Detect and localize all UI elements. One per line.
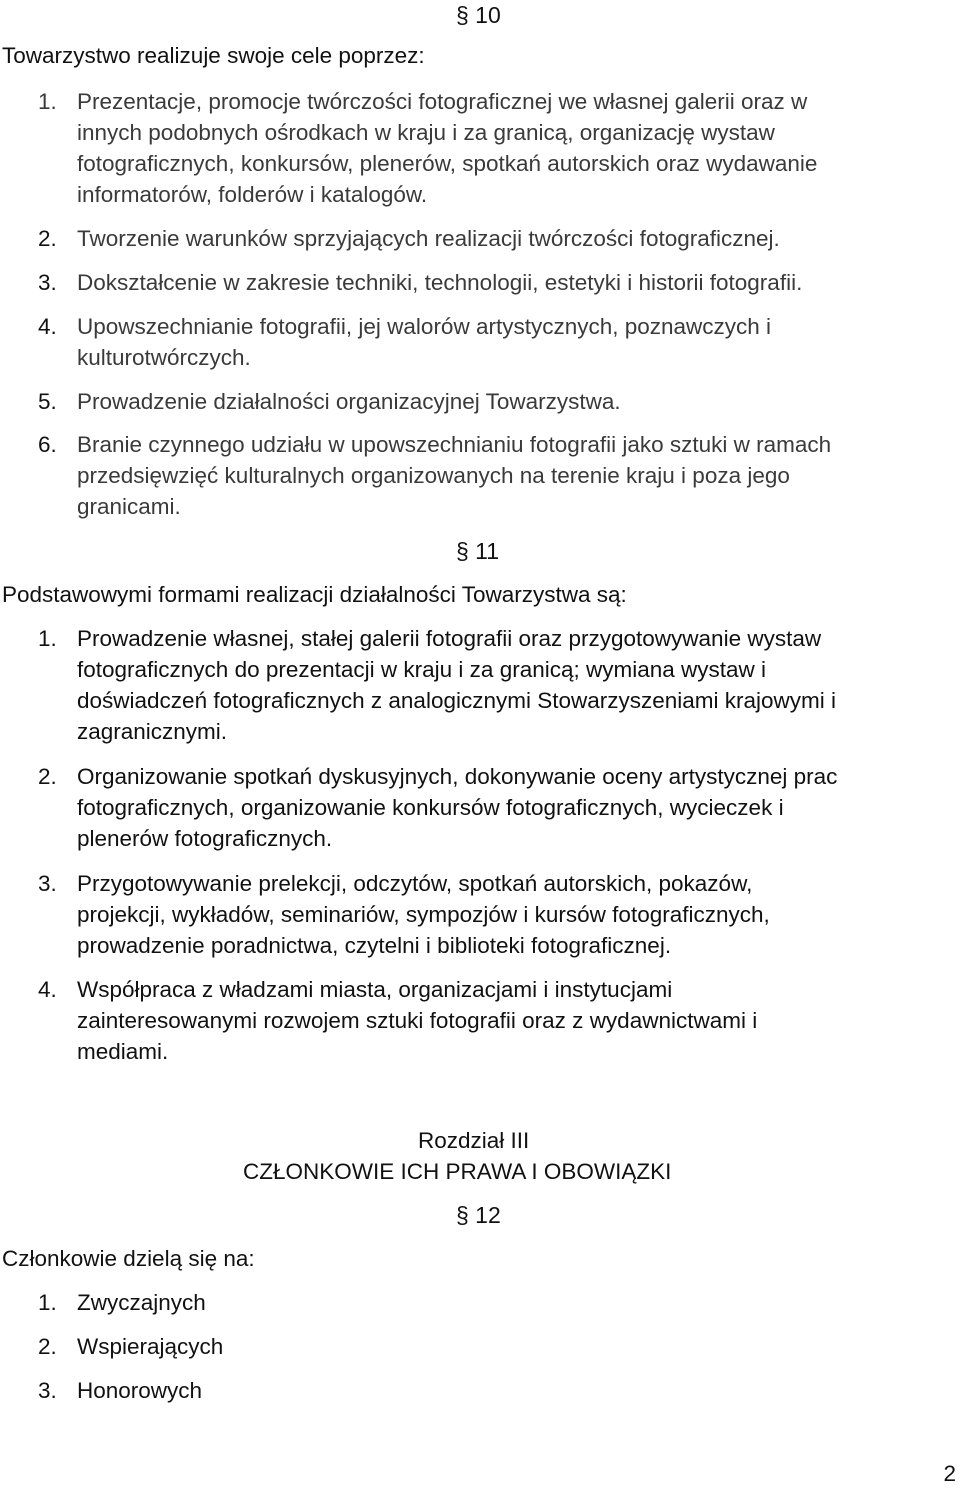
- list-item-line: mediami.: [77, 1039, 169, 1064]
- section-12-intro: Członkowie dzielą się na:: [2, 1246, 255, 1271]
- list-item-number: 1.: [38, 1290, 57, 1315]
- list-item-line: kulturotwórczych.: [77, 345, 251, 370]
- list-item-number: 6.: [38, 432, 57, 457]
- list-item-line: Prowadzenie własnej, stałej galerii fotografii oraz przygotowywanie wystaw: [77, 626, 822, 651]
- list-item-number: 2.: [38, 226, 57, 251]
- list-item-line: fotograficznych do prezentacji w kraju i za granicą; wymiana wystaw i: [77, 657, 767, 682]
- list-item-line: Dokształcenie w zakresie techniki, technologii, estetyki i historii fotografii.: [77, 270, 803, 295]
- list-item-number: 1.: [38, 626, 57, 651]
- list-item-line: fotograficznych, organizowanie konkursów fotograficznych, wycieczek i: [77, 795, 784, 820]
- list-item-line: Wspierających: [77, 1334, 224, 1359]
- list-item-line: przedsięwzięć kulturalnych organizowanych na terenie kraju i poza jego: [77, 463, 790, 488]
- page-number: 2: [943, 1461, 956, 1486]
- list-item-number: 3.: [38, 1378, 57, 1403]
- chapter-subtitle: CZŁONKOWIE ICH PRAWA I OBOWIĄZKI: [243, 1159, 672, 1184]
- list-item-line: zagranicznymi.: [77, 719, 228, 744]
- list-item-number: 2.: [38, 1334, 57, 1359]
- list-item-line: zainteresowanymi rozwojem sztuki fotografii oraz z wydawnictwami i: [77, 1008, 758, 1033]
- list-item-number: 4.: [38, 314, 57, 339]
- section-11-intro: Podstawowymi formami realizacji działalności Towarzystwa są:: [2, 582, 627, 607]
- list-item-line: Honorowych: [77, 1378, 203, 1403]
- list-item-number: 5.: [38, 389, 57, 414]
- list-item-line: Prowadzenie działalności organizacyjnej Towarzystwa.: [77, 389, 621, 414]
- section-10-mark: § 10: [456, 2, 501, 28]
- list-item-line: Współpraca z władzami miasta, organizacjami i instytucjami: [77, 977, 673, 1002]
- chapter-title: Rozdział III: [418, 1128, 530, 1153]
- list-item-line: Branie czynnego udziału w upowszechnianiu fotografii jako sztuki w ramach: [77, 432, 832, 457]
- section-12-mark: § 12: [456, 1202, 501, 1228]
- list-item-line: Organizowanie spotkań dyskusyjnych, dokonywanie oceny artystycznej prac: [77, 764, 838, 789]
- list-item-line: doświadczeń fotograficznych z analogicznymi Stowarzyszeniami krajowymi i: [77, 688, 837, 713]
- list-item-number: 1.: [38, 89, 57, 114]
- list-item-line: projekcji, wykładów, seminariów, sympozjów i kursów fotograficznych,: [77, 902, 770, 927]
- list-item-number: 3.: [38, 270, 57, 295]
- list-item-line: granicami.: [77, 494, 181, 519]
- list-item-line: fotograficznych, konkursów, plenerów, spotkań autorskich oraz wydawanie: [77, 151, 818, 176]
- list-item-line: Przygotowywanie prelekcji, odczytów, spotkań autorskich, pokazów,: [77, 871, 753, 896]
- list-item-number: 3.: [38, 871, 57, 896]
- section-11-mark: § 11: [456, 538, 500, 564]
- list-item-line: informatorów, folderów i katalogów.: [77, 182, 428, 207]
- section-10-intro: Towarzystwo realizuje swoje cele poprzez:: [2, 43, 425, 68]
- list-item-number: 4.: [38, 977, 57, 1002]
- list-item-line: Upowszechnianie fotografii, jej walorów artystycznych, poznawczych i: [77, 314, 772, 339]
- list-item-line: Zwyczajnych: [77, 1290, 206, 1315]
- list-item-line: plenerów fotograficznych.: [77, 826, 333, 851]
- list-item-line: Tworzenie warunków sprzyjających realizacji twórczości fotograficznej.: [77, 226, 780, 251]
- list-item-number: 2.: [38, 764, 57, 789]
- list-item-line: Prezentacje, promocje twórczości fotograficznej we własnej galerii oraz w: [77, 89, 808, 114]
- list-item-line: prowadzenie poradnictwa, czytelni i biblioteki fotograficznej.: [77, 933, 672, 958]
- list-item-line: innych podobnych ośrodkach w kraju i za granicą, organizację wystaw: [77, 120, 775, 145]
